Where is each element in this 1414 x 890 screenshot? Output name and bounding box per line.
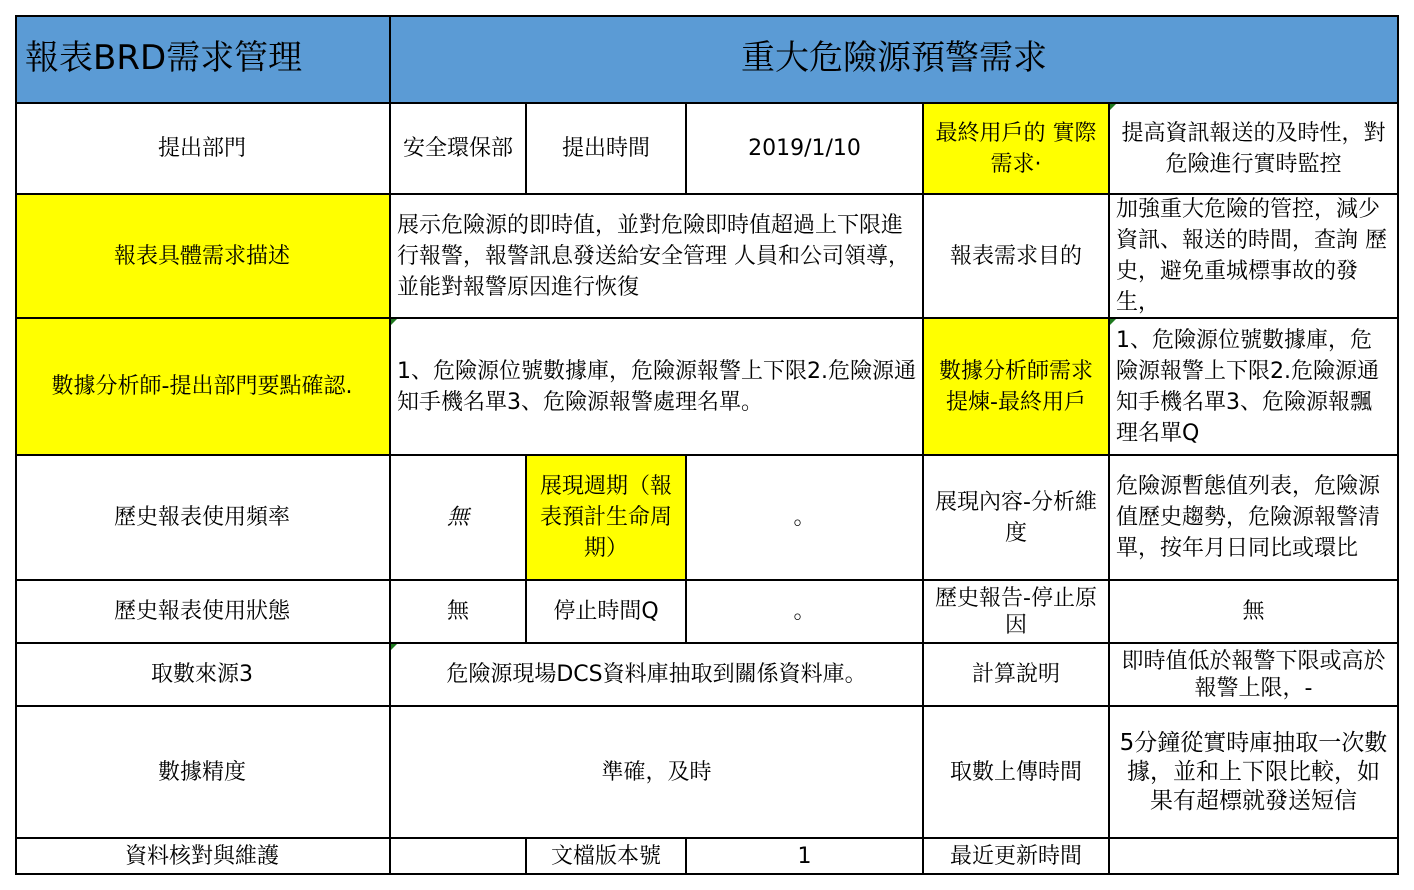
label-analyst-user: 數據分析師需求提煉-最終用戶 [924, 319, 1110, 456]
value-data-verify [391, 839, 527, 875]
table-title: 報表BRD需求管理 [15, 15, 391, 104]
label-data-source: 取數來源3 [15, 644, 391, 707]
value-analyst-dept: 1、危險源位號數據庫，危險源報警上下限2.危險源通知手機名單3、危險源報警處理名單。 [391, 319, 924, 456]
label-stop-reason: 歷史報告-停止原因 [924, 581, 1110, 644]
value-display-content: 危險源暫態值列表，危險源值歷史趨勢，危險源報警清單，按年月日同比或環比 [1110, 456, 1399, 581]
label-stop-time: 停止時間Q [527, 581, 687, 644]
value-submit-time: 2019/1/10 [687, 104, 924, 195]
label-calc-desc: 計算說明 [924, 644, 1110, 707]
value-doc-version: 1 [687, 839, 924, 875]
label-data-verify: 資料核對與維護 [15, 839, 391, 875]
label-history-status: 歷史報表使用狀態 [15, 581, 391, 644]
value-calc-desc: 即時值低於報警下限或高於報警上限，- [1110, 644, 1399, 707]
value-stop-reason: 無 [1110, 581, 1399, 644]
label-last-updated: 最近更新時間 [924, 839, 1110, 875]
label-dept: 提出部門 [15, 104, 391, 195]
value-upload-time: 5分鐘從實時庫抽取一次數據，並和上下限比較，如果有超標就發送短信 [1110, 707, 1399, 839]
label-report-desc: 報表具體需求描述 [15, 195, 391, 319]
label-display-cycle: 展現週期（報表預計生命周期） [527, 456, 687, 581]
brd-table [15, 15, 1399, 875]
label-display-content: 展現內容-分析維度 [924, 456, 1110, 581]
value-data-source: 危險源現場DCS資料庫抽取到關係資料庫。 [391, 644, 924, 707]
value-report-desc: 展示危險源的即時值，並對危險即時值超過上下限進行報警，報警訊息發送給安全管理 人員和公司領導，並能對報警原因進行恢復 [391, 195, 924, 319]
label-history-freq: 歷史報表使用頻率 [15, 456, 391, 581]
value-dept: 安全環保部 [391, 104, 527, 195]
table-subtitle: 重大危險源預警需求 [391, 15, 1399, 104]
label-upload-time: 取數上傳時間 [924, 707, 1110, 839]
value-last-updated [1110, 839, 1399, 875]
value-history-status: 無 [391, 581, 527, 644]
value-analyst-user: 1、危險源位號數據庫，危險源報警上下限2.危險源通知手機名單3、危險源報飄理名單Q [1110, 319, 1399, 456]
value-history-freq: 無 [391, 456, 527, 581]
label-user-need: 最終用戶的 實際需求· [924, 104, 1110, 195]
label-doc-version: 文檔版本號 [527, 839, 687, 875]
label-report-purpose: 報表需求目的 [924, 195, 1110, 319]
label-analyst-dept: 數據分析師-提出部門要點確認. [15, 319, 391, 456]
value-data-precision: 準確，及時 [391, 707, 924, 839]
label-data-precision: 數據精度 [15, 707, 391, 839]
value-display-cycle: 。 [687, 456, 924, 581]
value-stop-time: 。 [687, 581, 924, 644]
value-report-purpose: 加強重大危險的管控，減少資訊、報送的時間，查詢 歷史，避免重城標事故的發生， [1110, 195, 1399, 319]
value-user-need: 提高資訊報送的及時性，對危險進行實時監控 [1110, 104, 1399, 195]
label-submit-time: 提出時間 [527, 104, 687, 195]
